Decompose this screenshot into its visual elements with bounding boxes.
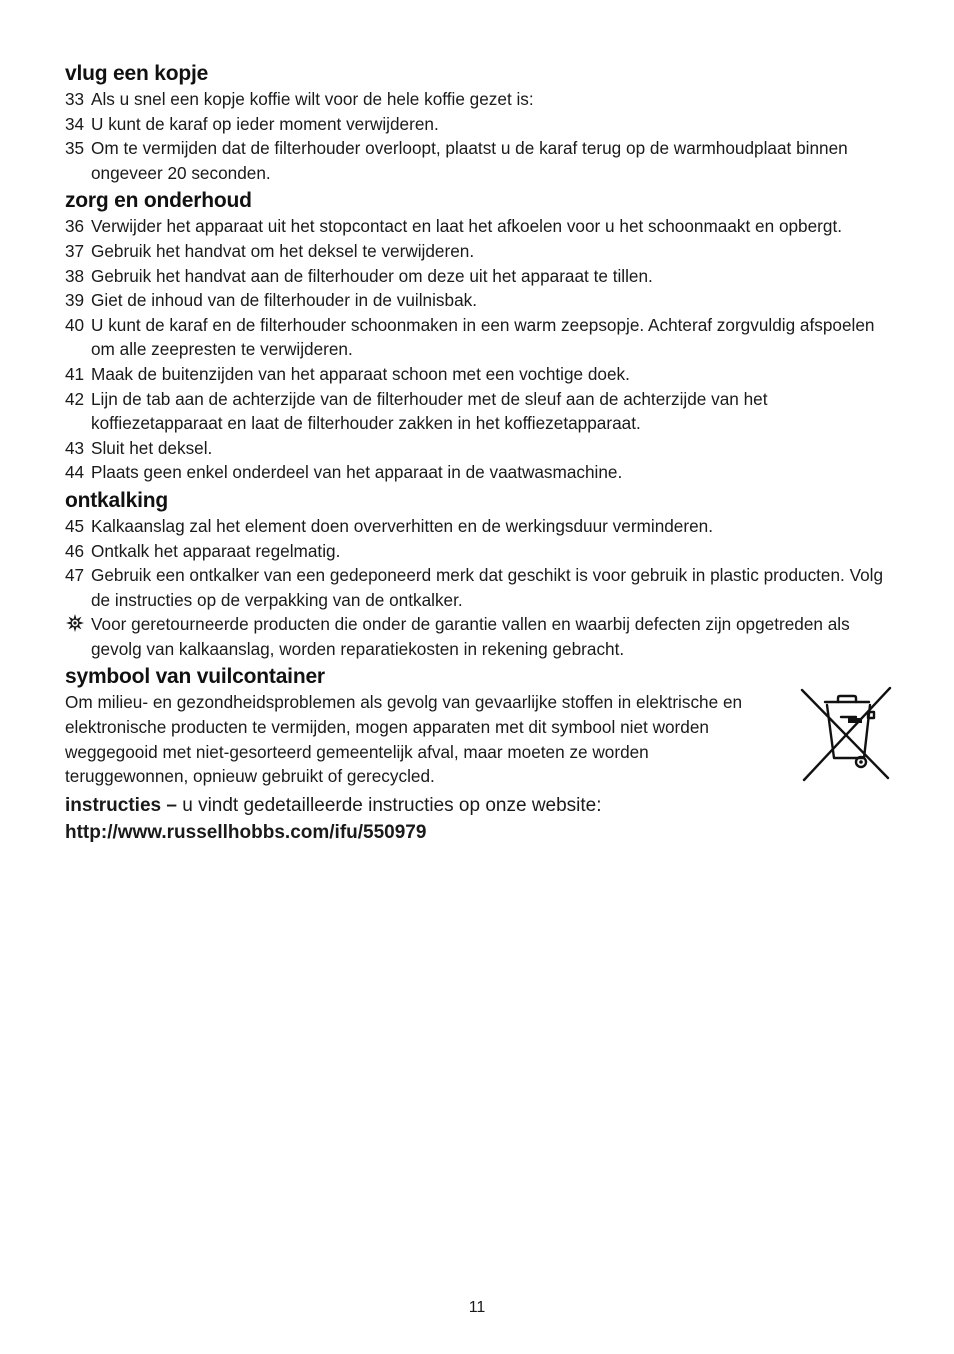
item-text: Verwijder het apparaat uit het stopcontact en laat het afkoelen voor u het schoonmaakt en opbergt.: [91, 216, 843, 237]
item-number: 42: [65, 388, 85, 409]
section-heading: symbool van vuilcontainer: [65, 665, 325, 689]
note-item: [65, 612, 895, 661]
item-text: Gebruik het handvat om het deksel te verwijderen.: [91, 240, 475, 261]
item-number: 40: [65, 314, 85, 335]
list-item: [65, 362, 895, 387]
crossed-out-wheelie-bin-icon: [796, 684, 892, 784]
item-number: 46: [65, 540, 85, 561]
bin-paragraph: Om milieu- en gezondheidsproblemen als gevolg van gevaarlijke stoffen in elektrische en elektronische producten te vermijden, mogen apparaten met dit symbool niet worden weggegooid met niet-gesorteerd gemeentelijk afval, maar moeten ze worden teruggewonnen, opnieuw gebruikt of gerecycled.: [65, 692, 743, 787]
item-text: Sluit het deksel.: [91, 437, 213, 458]
instructions-line: [65, 792, 895, 819]
page-content: [65, 60, 895, 846]
section-heading: zorg en onderhoud: [65, 189, 252, 213]
page-number: 11: [468, 1299, 486, 1316]
item-number: 36: [65, 216, 85, 237]
item-number: 39: [65, 290, 85, 311]
item-number: 44: [65, 462, 85, 483]
item-text: Kalkaanslag zal het element doen oververhitten en de werkingsduur verminderen.: [91, 515, 713, 536]
section-zorg-en-onderhoud: [65, 187, 895, 485]
list-item: [65, 87, 895, 112]
item-number: 47: [65, 565, 85, 586]
section-heading: vlug een kopje: [65, 62, 209, 85]
item-text: U kunt de karaf op ieder moment verwijderen.: [91, 113, 439, 134]
list-item: [65, 313, 895, 362]
list-item: [65, 460, 895, 485]
section-vlug-een-kopje: [65, 60, 895, 185]
instruction-list: [65, 214, 895, 485]
item-text: Als u snel een kopje koffie wilt voor de hele koffie gezet is:: [91, 89, 534, 109]
section-ontkalking: [65, 487, 895, 662]
item-text: Giet de inhoud van de filterhouder in de vuilnisbak.: [91, 290, 478, 311]
instructions-url[interactable]: http://www.russellhobbs.com/ifu/550979: [65, 821, 427, 843]
list-item: [65, 136, 895, 185]
item-text: Maak de buitenzijden van het apparaat schoon met een vochtige doek.: [91, 363, 630, 384]
list-item: [65, 514, 895, 539]
sun-burst-icon: [65, 612, 91, 661]
instructions-text: u vindt gedetailleerde instructies op onze website:: [182, 794, 602, 816]
list-item: [65, 387, 895, 436]
item-number: 33: [65, 89, 85, 109]
item-text: Gebruik een ontkalker van een gedeponeerd merk dat geschikt is voor gebruik in plastic producten. Volg de instructies op de verpakking van de ontkalker.: [91, 565, 884, 610]
list-item: [65, 288, 895, 313]
item-text: Gebruik het handvat aan de filterhouder om deze uit het apparaat te tillen.: [91, 265, 653, 286]
item-text: Plaats geen enkel onderdeel van het apparaat in de vaatwasmachine.: [91, 462, 623, 483]
item-number: 43: [65, 437, 85, 458]
item-text: U kunt de karaf en de filterhouder schoonmaken in een warm zeepsopje. Achteraf zorgvuldig afspoelen om alle zeepresten te verwijderen.: [91, 314, 875, 360]
instructions-label: instructies: [65, 794, 162, 816]
list-item: [65, 539, 895, 564]
list-item: [65, 239, 895, 264]
instructions-dash: –: [161, 794, 183, 816]
section-heading: ontkalking: [65, 488, 169, 512]
item-number: 34: [65, 113, 85, 134]
item-text: Lijn de tab aan de achterzijde van de filterhouder met de sleuf aan de achterzijde van het koffiezetapparaat en laat de filterhouder zakken in het koffiezetapparaat.: [91, 388, 768, 434]
item-number: 37: [65, 240, 85, 261]
item-number: 41: [65, 363, 85, 384]
item-text: Ontkalk het apparaat regelmatig.: [91, 540, 341, 561]
list-item: [65, 112, 895, 137]
bin-row: [65, 690, 895, 788]
list-item: [65, 264, 895, 289]
note-text: Voor geretourneerde producten die onder de garantie vallen en waarbij defecten zijn opgetreden als gevolg van kalkaanslag, worden reparatiekosten in rekening gebracht.: [91, 614, 850, 659]
item-number: 35: [65, 138, 85, 159]
list-item: [65, 436, 895, 461]
list-item: [65, 214, 895, 239]
section-symbool-van-vuilcontainer: [65, 663, 895, 788]
instruction-list: [65, 87, 895, 185]
item-number: 38: [65, 265, 85, 286]
list-item: [65, 563, 895, 612]
item-number: 45: [65, 515, 85, 536]
instruction-list: [65, 514, 895, 662]
item-text: Om te vermijden dat de filterhouder overloopt, plaatst u de karaf terug op de warmhoudplaat binnen ongeveer 20 seconden.: [91, 138, 848, 183]
